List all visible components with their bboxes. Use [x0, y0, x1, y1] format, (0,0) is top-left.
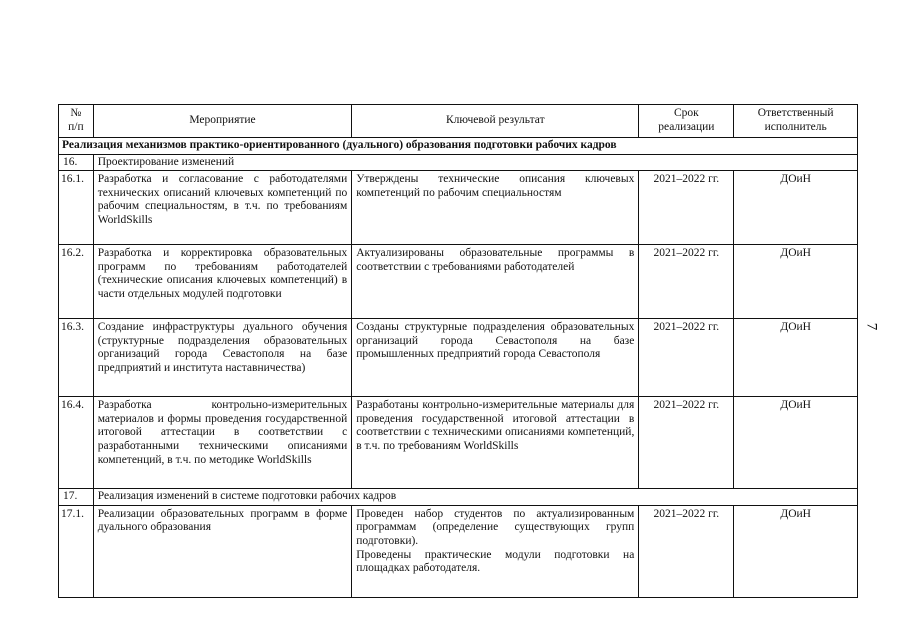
header-result: Ключевой результат [352, 105, 639, 138]
row-num: 16.3. [59, 319, 94, 397]
section-title: Реализация механизмов практико-ориентированного (дуального) образования подготовки рабочих кадров [59, 138, 858, 155]
activities-table [58, 104, 858, 598]
header-num: № п/п [59, 105, 94, 138]
row-activity: Разработка контрольно-измерительных материалов и формы проведения государственной итоговой аттестации в соответствии с разработанными техническими описаниями компетенций, в т.ч. по методике WorldSkills [93, 397, 352, 489]
group-title: Реализация изменений в системе подготовки рабочих кадров [93, 489, 857, 506]
table-header-row [59, 105, 858, 138]
row-activity: Разработка и согласование с работодателями технических описаний ключевых компетенций по рабочим специальностям, в т.ч. по требованиям WorldSkills [93, 171, 352, 245]
row-term: 2021–2022 гг. [639, 397, 734, 489]
row-term: 2021–2022 гг. [639, 319, 734, 397]
row-activity: Разработка и корректировка образовательных программ по требованиям работодателей (технические описания ключевых компетенций) в части отдельных модулей подготовки [93, 245, 352, 319]
row-result: Утверждены технические описания ключевых компетенций по рабочим специальностям [352, 171, 639, 245]
row-result: Созданы структурные подразделения образовательных организаций города Севастополя на базе промышленных предприятий города Севастополя [352, 319, 639, 397]
row-result-paragraph: Проведен набор студентов по актуализированным программам (определение существующих групп подготовки). [356, 507, 635, 547]
row-responsible: ДОиН [734, 397, 858, 489]
row-term: 2021–2022 гг. [639, 505, 734, 597]
header-activity: Мероприятие [93, 105, 352, 138]
row-responsible: ДОиН [734, 319, 858, 397]
table-row [59, 245, 858, 319]
table-row [59, 171, 858, 245]
row-num: 16.1. [59, 171, 94, 245]
row-term: 2021–2022 гг. [639, 171, 734, 245]
table-row [59, 397, 858, 489]
row-result: Актуализированы образовательные программы в соответствии с требованиями работодателей [352, 245, 639, 319]
header-term: Срок реализации [639, 105, 734, 138]
row-responsible: ДОиН [734, 245, 858, 319]
row-num: 17.1. [59, 505, 94, 597]
page-number: 7 [863, 322, 880, 331]
row-num: 16.2. [59, 245, 94, 319]
group-num: 16. [59, 154, 94, 171]
group-row-17 [59, 489, 858, 506]
group-row-16 [59, 154, 858, 171]
header-responsible: Ответственный исполнитель [734, 105, 858, 138]
row-num: 16.4. [59, 397, 94, 489]
table-row [59, 505, 858, 597]
row-responsible: ДОиН [734, 505, 858, 597]
row-result-paragraph: Проведены практические модули подготовки на площадках работодателя. [356, 548, 635, 575]
row-responsible: ДОиН [734, 171, 858, 245]
section-row [59, 138, 858, 155]
row-result: Разработаны контрольно-измерительные материалы для проведения государственной итоговой аттестации в соответствии с техническими описаниями компетенций, в т.ч. по требованиям WorldSkills [352, 397, 639, 489]
row-term: 2021–2022 гг. [639, 245, 734, 319]
group-num: 17. [59, 489, 94, 506]
row-activity: Создание инфраструктуры дуального обучения (структурные подразделения образовательных организаций города Севастополя на базе предприятий и института наставничества) [93, 319, 352, 397]
table-row [59, 319, 858, 397]
row-activity: Реализации образовательных программ в форме дуального образования [93, 505, 352, 597]
row-result [352, 505, 639, 597]
group-title: Проектирование изменений [93, 154, 857, 171]
